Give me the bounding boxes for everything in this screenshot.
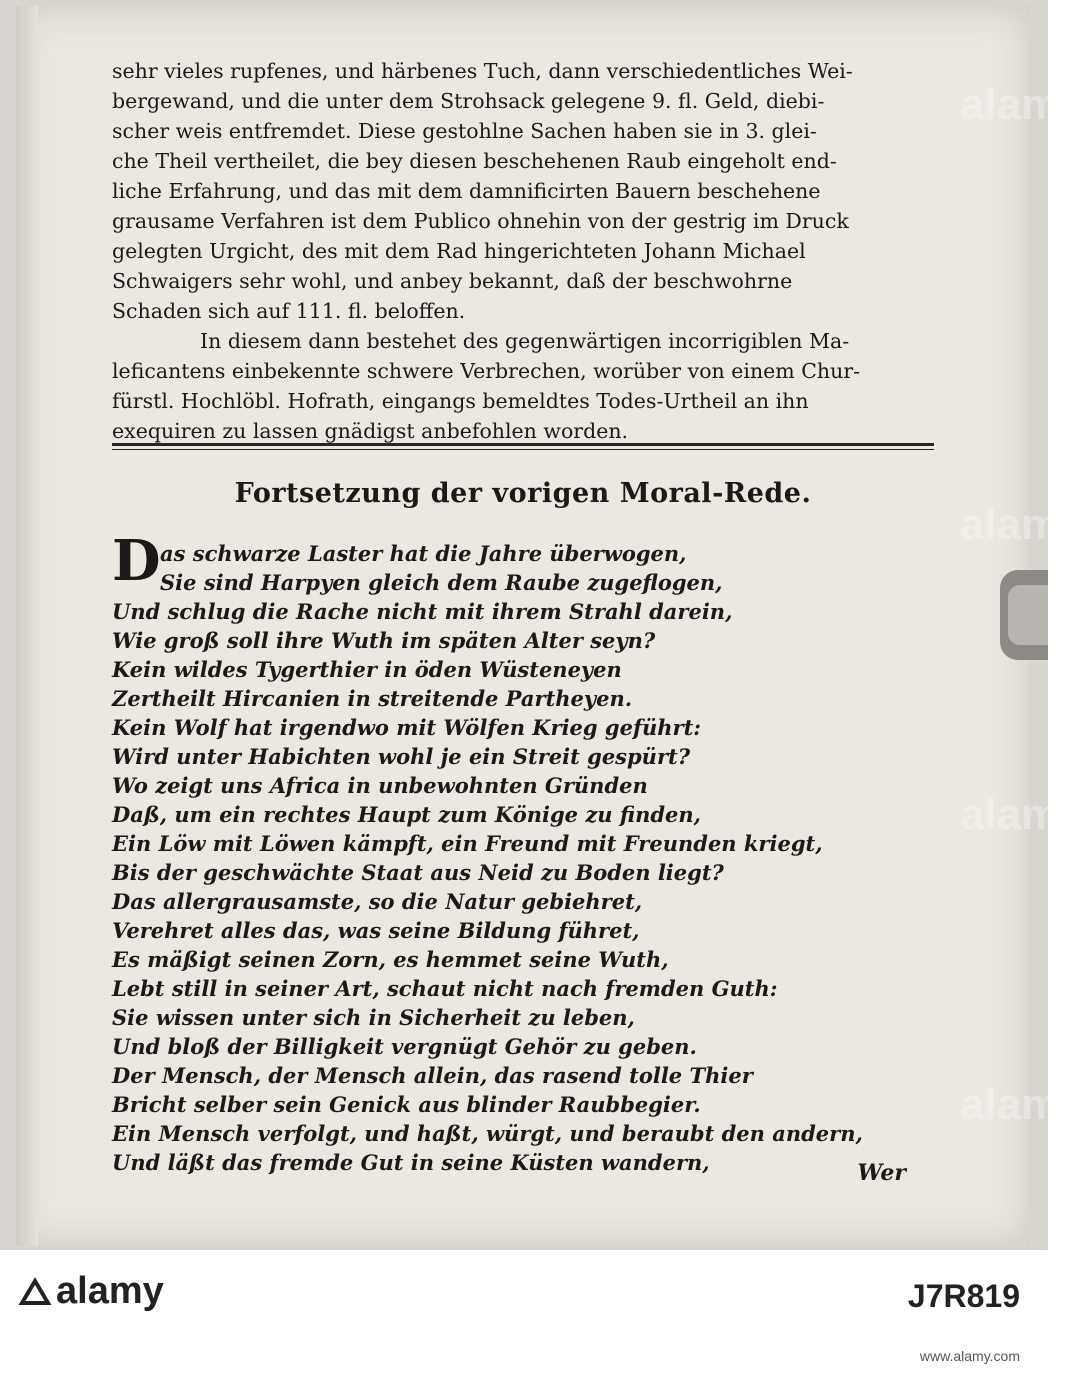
divider-thick-line <box>112 443 934 446</box>
prose-paragraph-1 <box>112 56 934 446</box>
prose-line: Schwaigers sehr wohl, und anbey bekannt, daß der beschwohrne <box>112 269 793 293</box>
watermark-right-3: alamy <box>960 1080 1085 1129</box>
verse-line: Bis der geschwächte Staat aus Neid zu Boden liegt? <box>112 860 724 885</box>
prose-line: Schaden sich auf 111. fl. beloffen. <box>112 299 466 323</box>
prose-line: exequiren zu lassen gnädigst anbefohlen worden. <box>112 419 629 443</box>
catchword: Wer <box>857 1160 906 1186</box>
verse-line: Sie sind Harpyen gleich dem Raube zugeflogen, <box>160 570 723 595</box>
verse-line: Daß, um ein rechtes Haupt zum Könige zu finden, <box>112 802 701 827</box>
verse-line: Und schlug die Rache nicht mit ihrem Strahl darein, <box>112 599 733 624</box>
prose-line: liche Erfahrung, und das mit dem damnificirten Bauern beschehene <box>112 179 821 203</box>
verse-line: Zertheilt Hircanien in streitende Partheyen. <box>112 686 633 711</box>
verse-line: Und läßt das fremde Gut in seine Küsten wandern, <box>112 1150 710 1175</box>
footer-url: www.alamy.com <box>919 1348 1020 1364</box>
prose-line: leficantens einbekennte schwere Verbrechen, worüber von einem Chur- <box>112 359 861 383</box>
verse-line: Das allergrausamste, so die Natur gebiehret, <box>112 889 643 914</box>
prose-line: scher weis entfremdet. Diese gestohlne Sachen haben sie in 3. glei- <box>112 119 817 143</box>
stock-footer <box>0 1250 1048 1390</box>
verse-line: Der Mensch, der Mensch allein, das rasend tolle Thier <box>112 1063 753 1088</box>
verse-line: Sie wissen unter sich in Sicherheit zu leben, <box>112 1005 635 1030</box>
page-clip-inner <box>1008 585 1048 645</box>
verse-line: Verehret alles das, was seine Bildung führet, <box>112 918 640 943</box>
prose-line: In diesem dann bestehet des gegenwärtigen incorrigiblen Ma- <box>200 329 850 353</box>
prose-line: che Theil vertheilet, die bey diesen beschehenen Raub eingeholt end- <box>112 149 837 173</box>
alamy-mark-icon <box>20 1279 50 1305</box>
verse-line: Kein wildes Tygerthier in öden Wüsteneyen <box>112 657 622 682</box>
verse-line: Wo zeigt uns Africa in unbewohnten Gründen <box>112 773 648 798</box>
prose-line: bergewand, und die unter dem Strohsack gelegene 9. fl. Geld, diebi- <box>112 89 825 113</box>
alamy-logo-text: alamy <box>56 1270 164 1312</box>
verse-block <box>112 528 942 1177</box>
prose-line: sehr vieles rupfenes, und härbenes Tuch, dann verschiedentliches Wei- <box>112 59 853 83</box>
prose-line: fürstl. Hochlöbl. Hofrath, eingangs bemeldtes Todes-Urtheil an ihn <box>112 389 809 413</box>
section-heading: Fortsetzung der vorigen Moral-Rede. <box>234 478 812 509</box>
verse-line: Und bloß der Billigkeit vergnügt Gehör zu geben. <box>112 1034 697 1059</box>
verse-line: Kein Wolf hat irgendwo mit Wölfen Krieg geführt: <box>112 715 702 740</box>
watermark-right-1: alamy <box>960 500 1085 549</box>
watermark-right-4: alamy <box>960 80 1085 129</box>
verse-line: Wie groß soll ihre Wuth im späten Alter seyn? <box>112 628 656 653</box>
verse-line: Es mäßigt seinen Zorn, es hemmet seine Wuth, <box>112 947 669 972</box>
drop-cap: D <box>112 528 161 594</box>
divider-thin-line <box>112 449 934 450</box>
watermark-right-2: alamy <box>960 790 1085 839</box>
verse-line: Lebt still in seiner Art, schaut nicht nach fremden Guth: <box>112 976 778 1001</box>
verse-line: Ein Mensch verfolgt, und haßt, würgt, und beraubt den andern, <box>112 1121 863 1146</box>
prose-line: grausame Verfahren ist dem Publico ohnehin von der gestrig im Druck <box>112 209 849 233</box>
prose-line: gelegten Urgicht, des mit dem Rad hingerichteten Johann Michael <box>112 239 806 263</box>
section-divider <box>112 443 934 450</box>
page-gutter <box>16 6 38 1246</box>
verse-line: Bricht selber sein Genick aus blinder Raubbegier. <box>112 1092 701 1117</box>
alamy-logo <box>20 1270 164 1313</box>
verse-first-text: as schwarze Laster hat die Jahre überwogen, <box>160 541 687 566</box>
image-id: J7R819 <box>907 1278 1020 1314</box>
verse-line: Ein Löw mit Löwen kämpft, ein Freund mit Freunden kriegt, <box>112 831 823 856</box>
verse-line: Wird unter Habichten wohl je ein Streit gespürt? <box>112 744 691 769</box>
